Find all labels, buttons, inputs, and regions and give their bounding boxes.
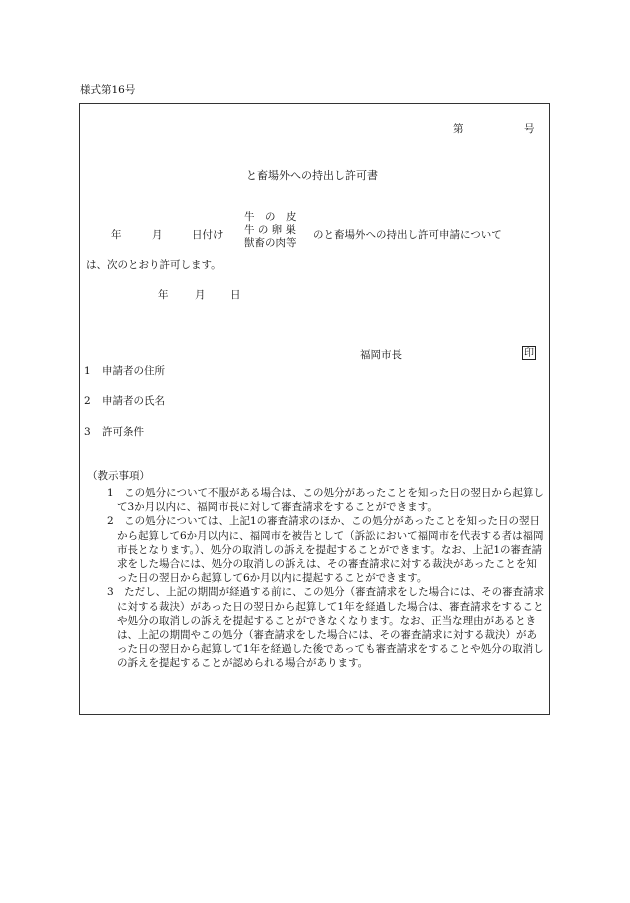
field-label: 申請者の住所 (102, 365, 166, 377)
issue-day: 日 (230, 289, 241, 301)
permission-statement: は、次のとおり許可します。 (86, 259, 222, 271)
document-number-suffix: 号 (524, 123, 535, 135)
field-number: 2 (84, 395, 91, 407)
request-year: 年 (111, 229, 122, 241)
issue-month: 月 (195, 289, 206, 301)
document-title: と畜場外への持出し許可書 (246, 169, 378, 182)
field-conditions (84, 424, 144, 439)
official-seal: 印 (524, 348, 534, 359)
field-number: 3 (84, 426, 91, 438)
item-hide: 牛 の 皮 (244, 211, 297, 223)
document-number-prefix: 第 (453, 123, 464, 135)
request-date-suffix: 日付け (192, 229, 224, 241)
notice-paragraph: 3 ただし、上記の期間が経過する前に、この処分（審査請求をした場合には、その審査請求に対する裁決）があった日の翌日から起算して1年を経過した場合は、審査請求をすることや処分の取消しの訴えを提起することができなくなります。なお、正当な理由があるときは、上記の期間やこの処分（審査請求をした場合には、その審査請求に対する裁決）があった日の翌日から起算して1年を経過した後であっても審査請求をすることや処分の取消しの訴えを提起することが認められる場合があります。 (107, 586, 545, 670)
field-name (84, 393, 165, 408)
field-number: 1 (84, 365, 91, 377)
request-month: 月 (152, 229, 163, 241)
form-number: 様式第16号 (80, 84, 136, 96)
field-label: 許可条件 (102, 426, 145, 438)
item-list (244, 211, 297, 250)
notice-body (107, 486, 547, 671)
notice-paragraph: 1 この処分について不服がある場合は、この処分があったことを知った日の翌日から起算して3か月以内に、福岡市長に対して審査請求をすることができます。 (107, 487, 544, 514)
request-text: のと畜場外への持出し許可申請について (313, 229, 502, 241)
issue-year: 年 (158, 289, 169, 301)
field-label: 申請者の氏名 (102, 395, 166, 407)
notice-heading: （教示事項） (87, 470, 150, 482)
item-ovary: 牛 の 卵 巣 (244, 224, 297, 236)
notice-paragraph: 2 この処分については、上記1の審査請求のほか、この処分があったことを知った日の翌日から起算して6か月以内に、福岡市を被告として（訴訟において福岡市を代表する者は福岡市長となります。）、処分の取消しの訴えを提起することができます。なお、上記1の審査請求をした場合には、処分の取消しの訴えは、その審査請求に対する裁決があったことを知った日の翌日から起算して6か月以内に提起することができます。 (107, 515, 544, 585)
field-address (84, 363, 165, 378)
item-meat: 獣畜の肉等 (244, 237, 297, 249)
issuer-name: 福岡市長 (360, 349, 402, 361)
